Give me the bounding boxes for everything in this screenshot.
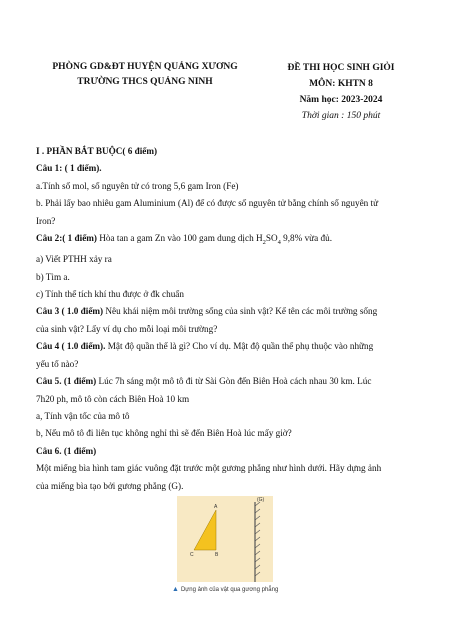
question-5-line2: 7h20 ph, mô tô còn cách Biên Hoà 10 km <box>36 393 190 404</box>
question-4-label: Câu 4 ( 1.0 điểm). <box>36 341 106 352</box>
school-name: TRƯỜNG THCS QUẢNG NINH <box>77 77 213 87</box>
vertex-b-label: B <box>215 552 219 558</box>
section-title: I . PHẦN BẮT BUỘC( 6 điểm) <box>36 146 158 156</box>
question-5-line1 <box>36 373 416 390</box>
question-1b-line2: Iron? <box>36 215 56 226</box>
question-2-text: Hòa tan a gam Zn vào 100 gam dung dịch H <box>97 233 263 244</box>
question-4-text1: Mật độ quần thể là gì? Cho ví dụ. Mật độ quần thể phụ thuộc vào những <box>105 341 374 352</box>
question-4-line1 <box>36 338 416 355</box>
question-2-text-end: 9,8% vừa đủ. <box>280 233 333 244</box>
question-3-line1 <box>36 303 416 320</box>
question-5b: b, Nếu mô tô đi liên tục không nghỉ thì sẽ đến Biên Hoà lúc mấy giờ? <box>36 428 292 439</box>
question-3-text1: Nêu khái niệm môi trường sống của sinh vật? Kể tên các môi trường sống <box>103 306 378 317</box>
mirror-figure <box>177 496 273 582</box>
duration: Thời gian : 150 phút <box>301 111 381 121</box>
question-2 <box>36 230 416 251</box>
sulfate-text: SO <box>265 233 278 244</box>
question-5-text1: Lúc 7h sáng một mô tô đi từ Sài Gòn đến Biên Hoà cách nhau 30 km. Lúc <box>96 376 372 387</box>
subject: MÔN: KHTN 8 <box>309 79 373 89</box>
exam-body <box>36 143 416 495</box>
department-name: PHÒNG GD&ĐT HUYỆN QUẢNG XƯƠNG <box>52 62 238 72</box>
exam-title: ĐỀ THI HỌC SINH GIỎI <box>287 63 395 73</box>
question-1b-line1: b. Phải lấy bao nhiêu gam Aluminium (Al) để có được số nguyên tử bằng chính số nguyên tử <box>36 198 379 209</box>
mirror-label: (G) <box>257 497 265 503</box>
question-5a: a, Tính vận tốc của mô tô <box>36 410 130 421</box>
subscript-4: 4 <box>277 238 281 246</box>
question-2-label: Câu 2:( 1 điểm) <box>36 233 97 244</box>
figure-caption <box>172 586 282 593</box>
question-2c: c) Tính thể tích khí thu được ở đk chuẩn <box>36 289 184 300</box>
question-6-line2: của miếng bìa tạo bởi gương phẳng (G). <box>36 480 184 491</box>
question-1-label: Câu 1: ( 1 điểm). <box>36 163 102 174</box>
subscript-2: 2 <box>262 238 266 246</box>
figure-background <box>177 496 273 582</box>
question-1a: a.Tính số mol, số nguyên tử có trong 5,6 gam Iron (Fe) <box>36 180 239 191</box>
question-5-label: Câu 5. (1 điểm) <box>36 376 97 387</box>
header-left <box>40 60 250 90</box>
caption-text: Dựng ảnh của vật qua gương phẳng <box>180 587 279 593</box>
question-2a: a) Viết PTHH xảy ra <box>36 254 112 265</box>
header-right <box>266 60 416 124</box>
question-6-line1: Một miếng bìa hình tam giác vuông đặt trước một gương phẳng như hình dưới. Hãy dựng ảnh <box>36 463 382 474</box>
vertex-c-label: C <box>190 552 194 558</box>
caption-triangle-icon: ▲ <box>172 586 179 593</box>
question-3-line2: của sinh vật? Lấy ví dụ cho mỗi loại môi trường? <box>36 323 218 334</box>
question-3-label: Câu 3 ( 1.0 điểm) <box>36 306 104 317</box>
school-year: Năm học: 2023-2024 <box>299 95 383 105</box>
question-2b: b) Tìm a. <box>36 271 70 282</box>
vertex-a-label: A <box>214 504 218 510</box>
question-6-label: Câu 6. (1 điểm) <box>36 445 97 456</box>
question-4-line2: yếu tố nào? <box>36 358 79 369</box>
